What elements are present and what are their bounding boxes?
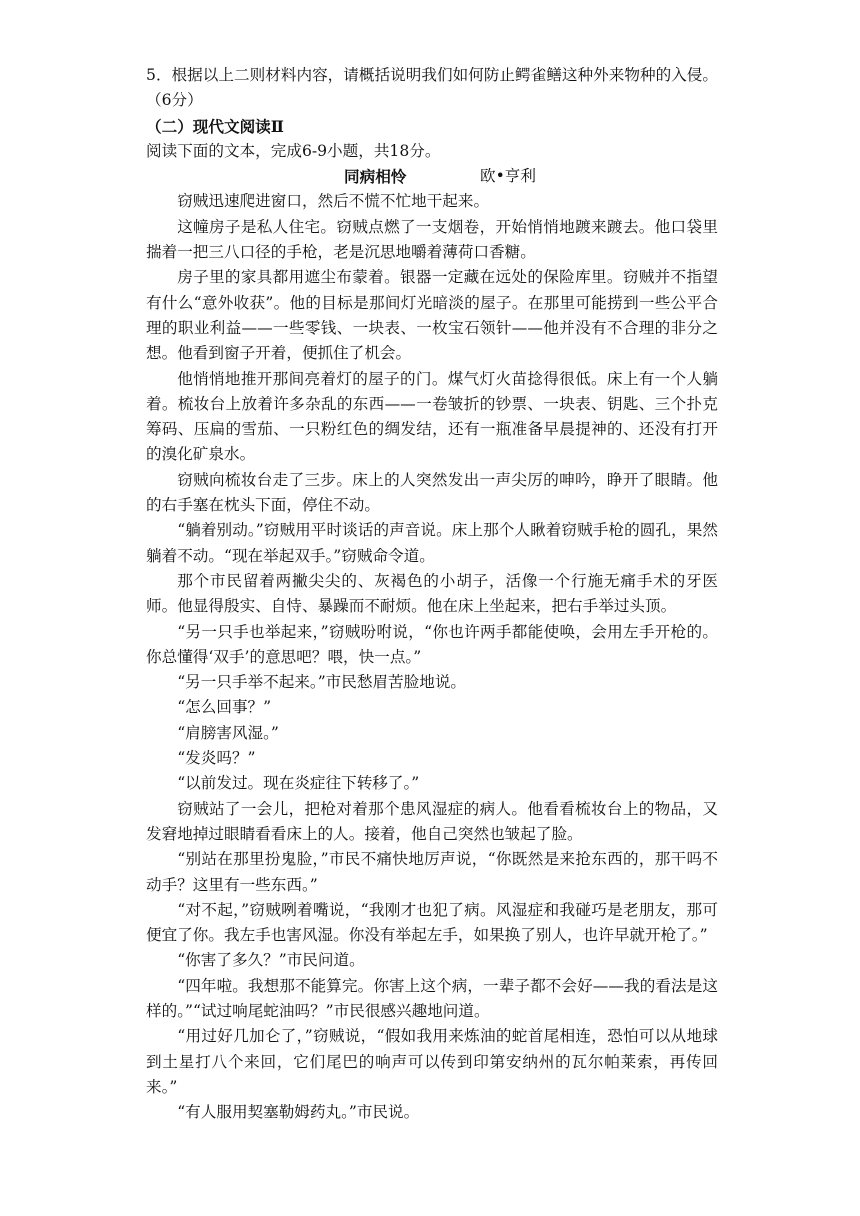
story-author: 欧•亨利 [480, 167, 536, 186]
paragraph: “躺着别动。”窃贼用平时谈话的声音说。床上那个人瞅着窃贼手枪的圆孔，果然躺着不动。“现在举起双手。”窃贼命令道。 [146, 521, 718, 565]
section-heading: （二）现代文阅读Ⅱ [146, 116, 284, 136]
paragraph: 他悄悄地推开那间亮着灯的屋子的门。煤气灯火苗捻得很低。床上有一个人躺着。梳妆台上放着许多杂乱的东西——一卷皱折的钞票、一块表、钥匙、三个扑克筹码、压扁的雪茄、一只粉红色的绸发结，还有一瓶准备早晨提神的、还没有打开的溴化矿泉水。 [146, 369, 718, 464]
story-title-line [146, 164, 718, 189]
paragraph: 窃贼站了一会儿，把枪对着那个患风湿症的病人。他看看梳妆台上的物品，又发窘地掉过眼睛看看床上的人。接着，他自己突然也皱起了脸。 [146, 799, 718, 843]
paragraph: “对不起，”窃贼咧着嘴说，“我刚才也犯了病。风湿症和我碰巧是老朋友，那可便宜了你。我左手也害风湿。你没有举起左手，如果换了别人，也许早就开枪了。” [146, 900, 718, 945]
paragraph: “以前发过。现在炎症往下转移了。” [177, 774, 420, 793]
question-5: 5．根据以上二则材料内容，请概括说明我们如何防止鳄雀鳝这种外来物种的入侵。（6分） [146, 66, 718, 110]
paragraph: “怎么回事？” [177, 698, 272, 717]
page-content [146, 63, 718, 1125]
paragraph: “发炎吗？” [177, 749, 256, 768]
reading-instruction: 阅读下面的文本，完成6-9小题，共18分。 [146, 141, 441, 160]
paragraph: 这幢房子是私人住宅。窃贼点燃了一支烟卷，开始悄悄地踱来踱去。他口袋里揣着一把三八口径的手枪，老是沉思地嚼着薄荷口香糖。 [146, 217, 718, 262]
paragraph: “有人服用契塞勒姆药丸。”市民说。 [177, 1103, 420, 1122]
paragraph: “四年啦。我想那不能算完。你害上这个病，一辈子都不会好——我的看法是这样的。”“试过响尾蛇油吗？”市民很感兴趣地问道。 [146, 976, 718, 1020]
paragraph: “你害了多久？”市民问道。 [177, 951, 365, 970]
paragraph: 那个市民留着两撇尖尖的、灰褐色的小胡子，活像一个行施无痛手术的牙医师。他显得殷实、自恃、暴躁而不耐烦。他在床上坐起来，把右手举过头顶。 [146, 571, 718, 616]
paragraph: 窃贼迅速爬进窗口，然后不慌不忙地干起来。 [177, 192, 490, 211]
paragraph: “肩膀害风湿。” [177, 723, 279, 742]
paragraph: “另一只手也举起来，”窃贼吩咐说，“你也许两手都能使唤，会用左手开枪的。你总懂得‘双手’的意思吧？喂，快一点。” [146, 622, 718, 666]
story-title: 同病相怜 [344, 167, 407, 187]
paragraph: 窃贼向梳妆台走了三步。床上的人突然发出一声尖厉的呻吟，睁开了眼睛。他的右手塞在枕头下面，停住不动。 [146, 470, 718, 515]
paragraph: “另一只手举不起来。”市民愁眉苦脸地说。 [177, 673, 467, 692]
paragraph: 房子里的家具都用遮尘布蒙着。银器一定藏在远处的保险库里。窃贼并不指望有什么“意外收获”。他的目标是那间灯光暗淡的屋子。在那里可能捞到一些公平合理的职业利益——一些零钱、一块表、一枚宝石领针——他并没有不合理的非分之想。他看到窗子开着，便抓住了机会。 [146, 268, 718, 363]
paragraph: “用过好几加仑了，”窃贼说，“假如我用来炼油的蛇首尾相连，恐怕可以从地球到土星打八个来回，它们尾巴的响声可以传到印第安纳州的瓦尔帕莱索，再传回来。” [146, 1027, 718, 1096]
paragraph: “别站在那里扮鬼脸，”市民不痛快地厉声说，“你既然是来抢东西的，那干吗不动手？这里有一些东西。” [146, 850, 718, 894]
